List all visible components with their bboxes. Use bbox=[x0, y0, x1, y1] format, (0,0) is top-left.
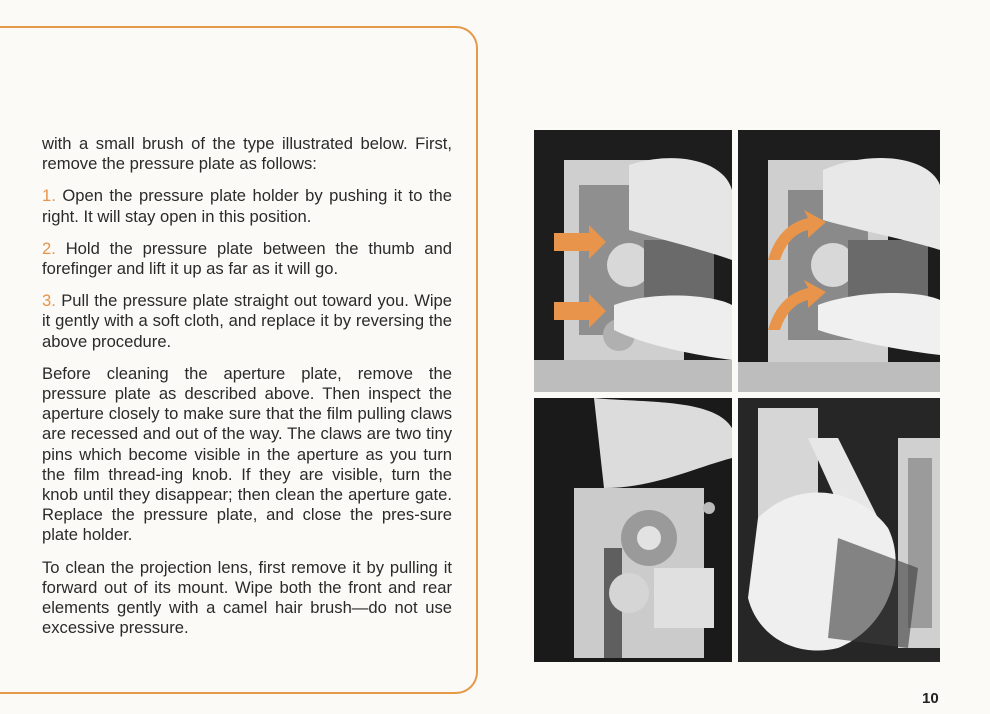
step-2-text: Hold the pressure plate between the thumb and forefinger and lift it up as far as it will go. bbox=[42, 238, 452, 279]
photo-lift-plate bbox=[738, 130, 940, 392]
step-3-text: Pull the pressure plate straight out toward you. Wipe it gently with a soft cloth, and replace it by reversing the above procedure. bbox=[42, 291, 452, 351]
photo-remove-lens bbox=[738, 398, 940, 662]
intro-paragraph: with a small brush of the type illustrated below. First, remove the pressure plate as follows: bbox=[42, 134, 452, 174]
aperture-paragraph: Before cleaning the aperture plate, remove the pressure plate as described above. Then inspect the aperture closely to make sure that the film pulling claws are recessed and out of the way. The claws are two tiny pins which become visible in the aperture as you turn the film thread-ing knob. If they are visible, turn the knob until they disappear; then clean the aperture gate. Replace the pressure plate, and close the pres-sure plate holder. bbox=[42, 363, 452, 545]
instruction-text-column bbox=[42, 134, 452, 650]
step-1-number: 1. bbox=[42, 186, 56, 206]
step-2 bbox=[42, 239, 452, 279]
photo-open-holder bbox=[534, 130, 732, 392]
lens-paragraph: To clean the projection lens, first remove it by pulling it forward out of its mount. Wipe both the front and rear elements gently with a camel hair brush—do not use excessive pressure. bbox=[42, 557, 452, 638]
page-number: 10 bbox=[922, 690, 939, 707]
step-3-number: 3. bbox=[42, 291, 56, 311]
step-3 bbox=[42, 291, 452, 352]
photo-grid bbox=[534, 130, 940, 662]
photo-aperture-gate bbox=[534, 398, 732, 662]
step-1-text: Open the pressure plate holder by pushing it to the right. It will stay open in this position. bbox=[42, 186, 452, 226]
step-2-number: 2. bbox=[42, 238, 56, 258]
step-1 bbox=[42, 186, 452, 226]
